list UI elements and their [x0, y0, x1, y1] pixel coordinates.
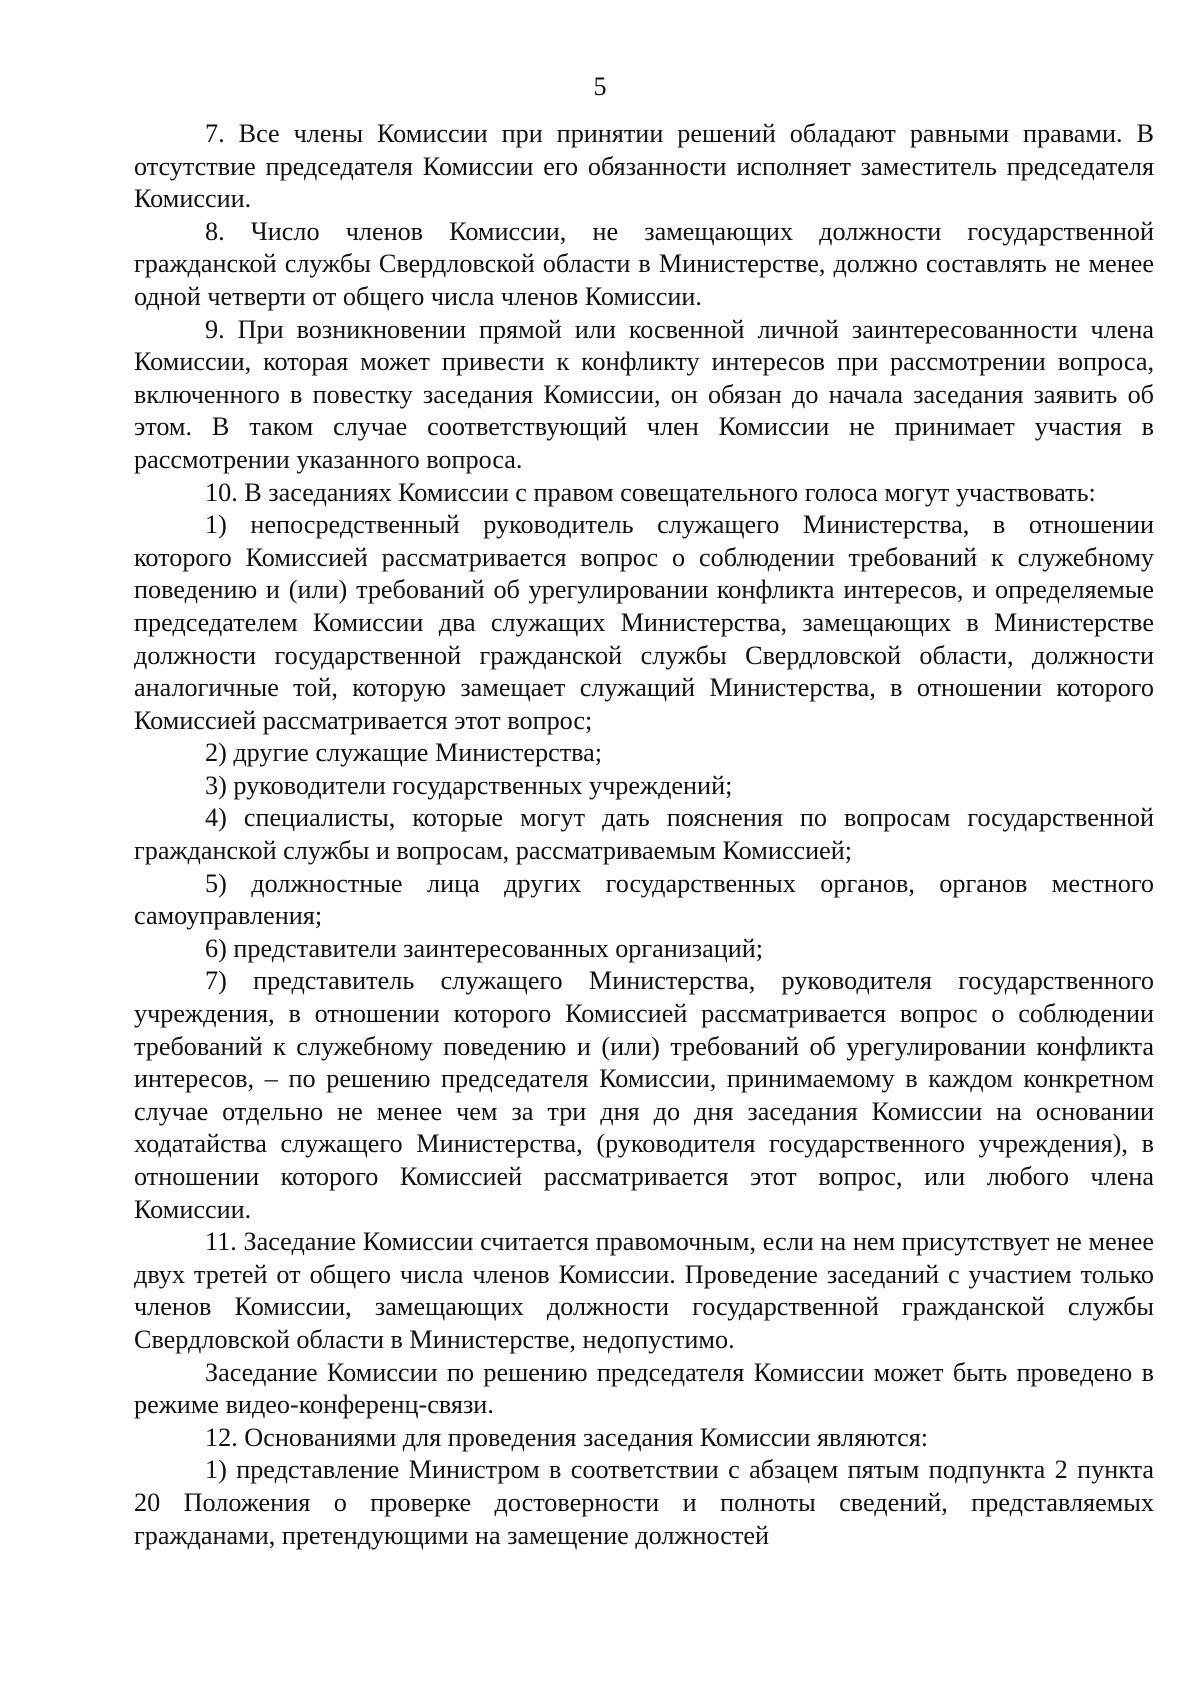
- paragraph-9: 9. При возникновении прямой или косвенной личной заинтересованности члена Комиссии, которая может привести к конфликту интересов при рассмотрении вопроса, включенного в повестку заседания Комиссии, он обязан до начала заседания заявить об этом. В таком случае соответствующий член Комиссии не принимает участия в рассмотрении указанного вопроса.: [134, 314, 1154, 474]
- paragraph-10-item-4: 4) специалисты, которые могут дать пояснения по вопросам государственной гражданской службы и вопросам, рассматриваемым Комиссией;: [134, 803, 1154, 866]
- paragraph-12: 12. Основаниями для проведения заседания Комиссии являются:: [205, 1422, 929, 1452]
- paragraph-10-item-5: 5) должностные лица других государственных органов, органов местного самоуправления;: [134, 868, 1154, 931]
- paragraph-10: 10. В заседаниях Комиссии с правом совещательного голоса могут участвовать:: [205, 477, 1096, 507]
- paragraph-11-continuation: Заседание Комиссии по решению председателя Комиссии может быть проведено в режиме видео-конференц-связи.: [134, 1357, 1154, 1420]
- paragraph-12-item-1: 1) представление Министром в соответствии с абзацем пятым подпункта 2 пункта 20 Положения о проверке достоверности и полноты сведений, представляемых гражданами, претендующими на замещение должностей: [134, 1455, 1154, 1550]
- paragraph-10-item-1: 1) непосредственный руководитель служащего Министерства, в отношении которого Комиссией рассматривается вопрос о соблюдении требований к служебному поведению и (или) требований об урегулировании конфликта интересов, и определяемые председателем Комиссии два служащих Министерства, замещающих в Министерстве должности государственной гражданской службы Свердловской области, должности аналогичные той, которую замещает служащий Министерства, в отношении которого Комиссией рассматривается этот вопрос;: [134, 510, 1154, 735]
- paragraph-11: 11. Заседание Комиссии считается правомочным, если на нем присутствует не менее двух третей от общего числа членов Комиссии. Проведение заседаний с участием только членов Комиссии, замещающих должности государственной гражданской службы Свердловской области в Министерстве, недопустимо.: [134, 1227, 1154, 1354]
- paragraph-7: 7. Все члены Комиссии при принятии решений обладают равными правами. В отсутствие председателя Комиссии его обязанности исполняет заместитель председателя Комиссии.: [134, 119, 1154, 214]
- paragraph-10-item-7: 7) представитель служащего Министерства, руководителя государственного учреждения, в отношении которого Комиссией рассматривается вопрос о соблюдении требований к служебному поведению и (или) требований об урегулировании конфликта интересов, – по решению председателя Комиссии, принимаемому в каждом конкретном случае отдельно не менее чем за три дня до дня заседания Комиссии на основании ходатайства служащего Министерства, (руководителя государственного учреждения), в отношении которого Комиссией рассматривается этот вопрос, или любого члена Комиссии.: [134, 966, 1154, 1224]
- page-number: 5: [593, 72, 607, 101]
- paragraph-8: 8. Число членов Комиссии, не замещающих должности государственной гражданской службы Свердловской области в Министерстве, должно составлять не менее одной четверти от общего числа членов Комиссии.: [134, 216, 1154, 311]
- paragraph-10-item-6: 6) представители заинтересованных организаций;: [205, 933, 764, 963]
- paragraph-10-item-2: 2) другие служащие Министерства;: [205, 738, 603, 768]
- document-body: [134, 118, 1154, 1552]
- paragraph-10-item-3: 3) руководители государственных учреждений;: [205, 770, 733, 800]
